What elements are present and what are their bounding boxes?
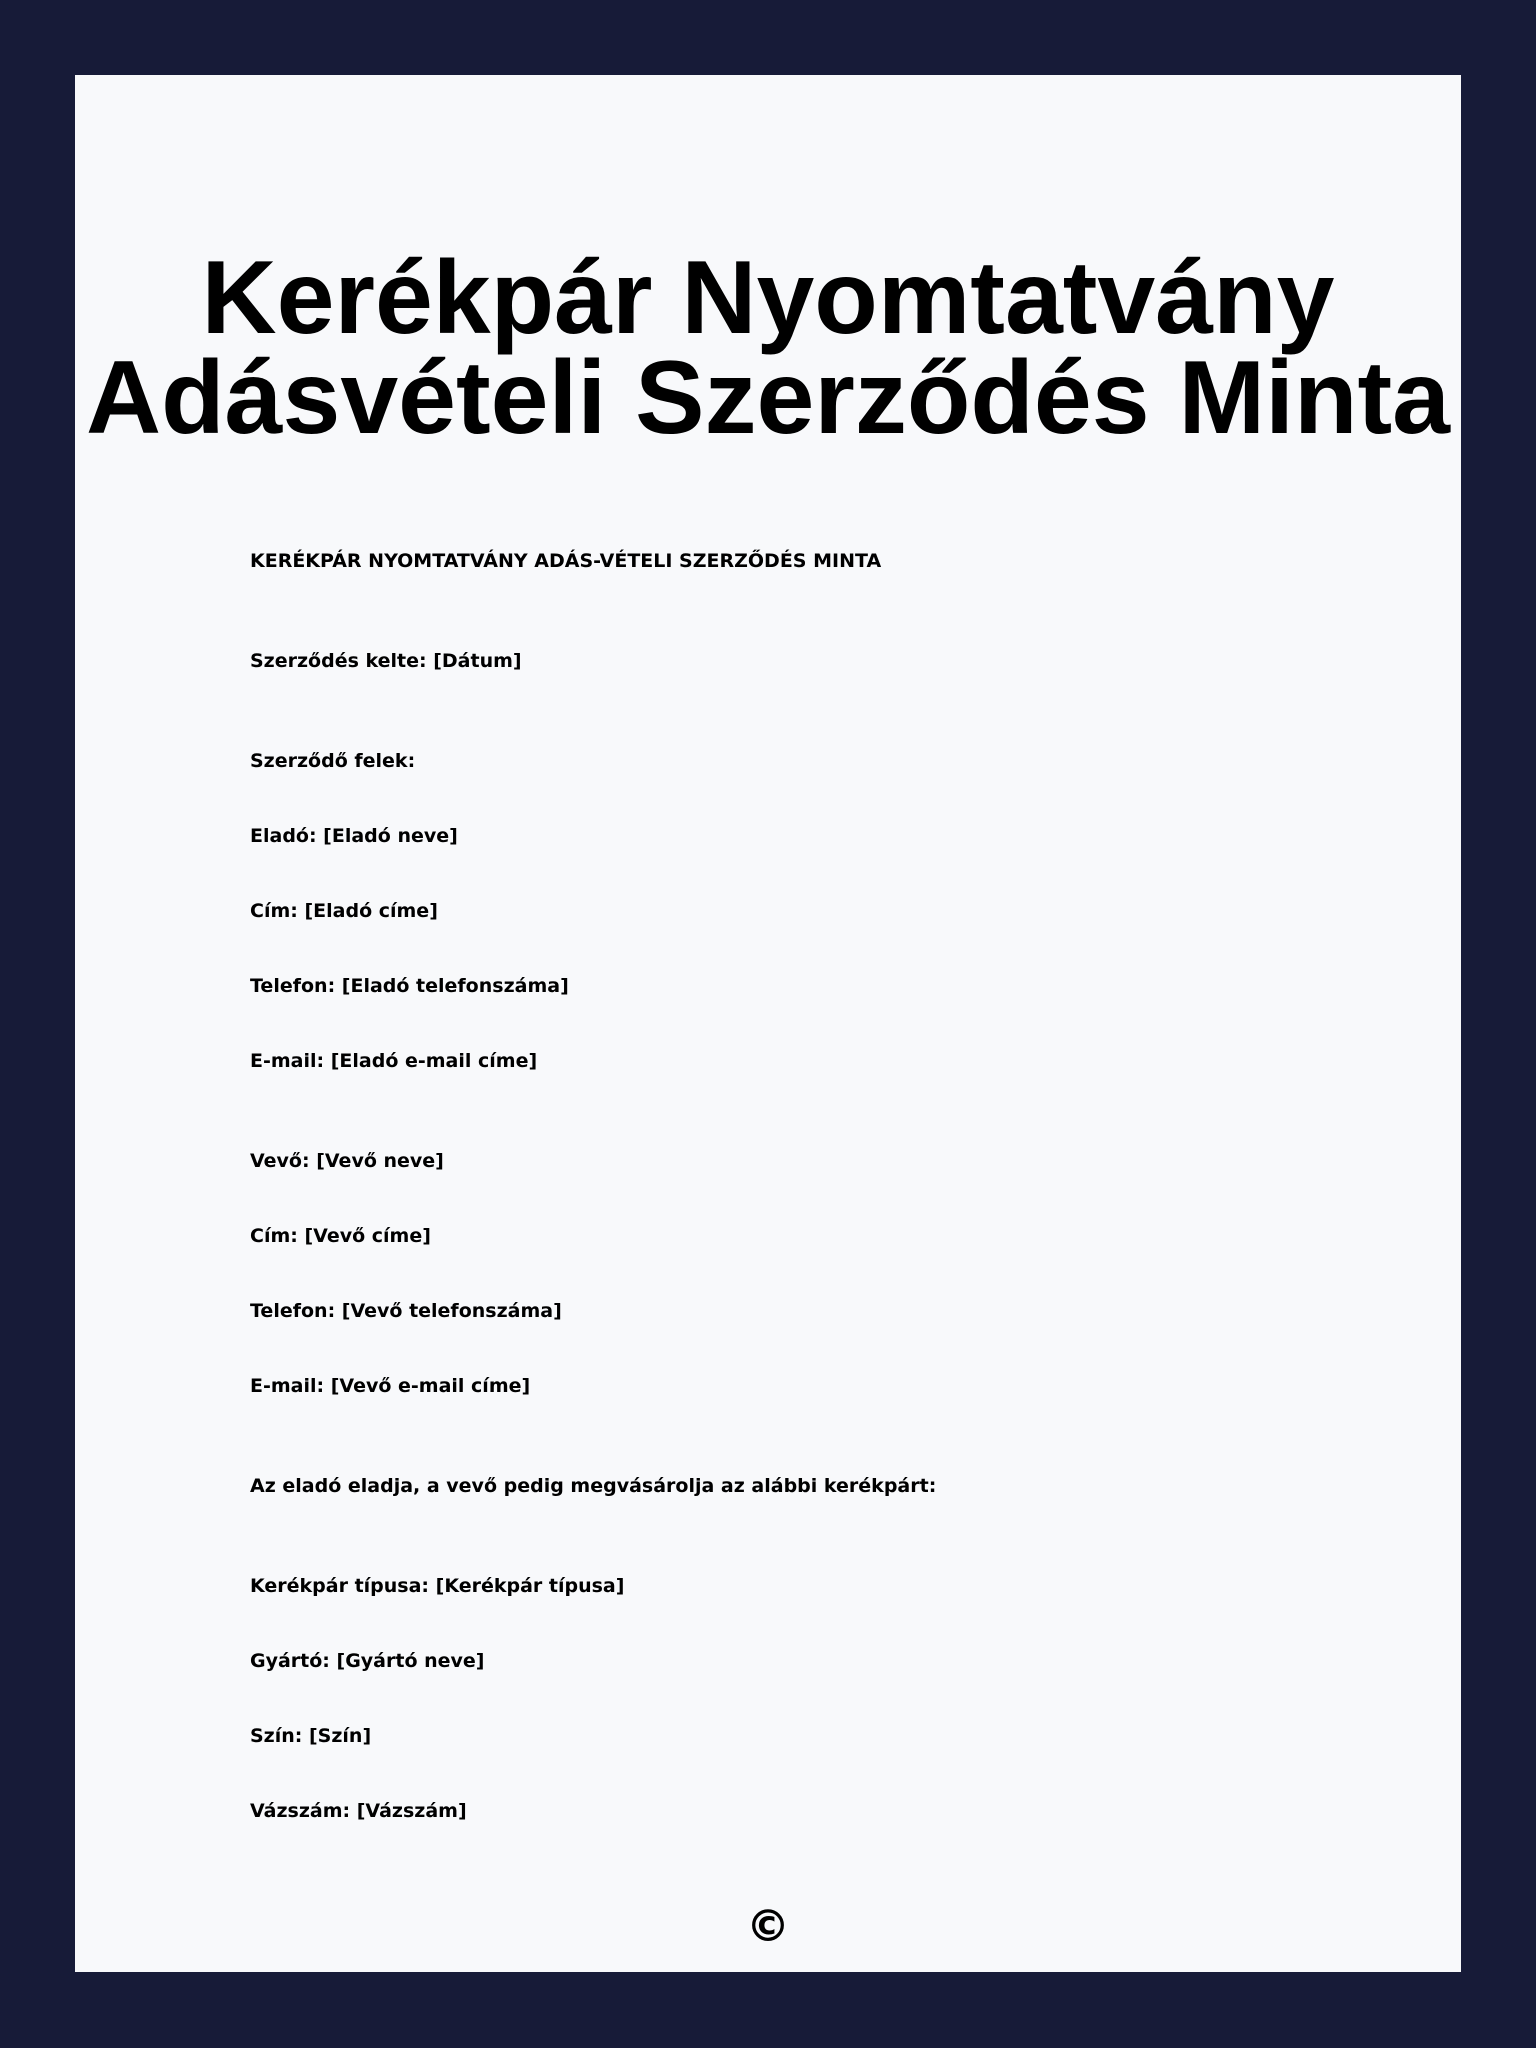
seller-phone: Telefon: [Eladó telefonszáma] (250, 975, 569, 997)
contract-date: Szerződés kelte: [Dátum] (250, 650, 522, 672)
page-title-line-2: Adásvételi Szerződés Minta (86, 340, 1450, 456)
sale-statement: Az eladó eladja, a vevő pedig megvásárolja az alábbi kerékpárt: (250, 1475, 937, 1497)
buyer-phone: Telefon: [Vevő telefonszáma] (250, 1300, 562, 1322)
buyer-address: Cím: [Vevő címe] (250, 1225, 431, 1247)
copyright-icon: © (746, 1901, 790, 1952)
page-title-line-1: Kerékpár Nyomtatvány (201, 240, 1335, 356)
buyer-email: E-mail: [Vevő e-mail címe] (250, 1375, 531, 1397)
bike-manufacturer: Gyártó: [Gyártó neve] (250, 1650, 485, 1672)
seller-name: Eladó: [Eladó neve] (250, 825, 458, 847)
document-page (75, 75, 1461, 1972)
seller-email: E-mail: [Eladó e-mail címe] (250, 1050, 538, 1072)
bike-frame-number: Vázszám: [Vázszám] (250, 1800, 467, 1822)
page-title (75, 240, 1461, 456)
document-heading: KERÉKPÁR NYOMTATVÁNY ADÁS-VÉTELI SZERZŐDÉS MINTA (250, 550, 882, 572)
buyer-name: Vevő: [Vevő neve] (250, 1150, 444, 1172)
parties-label: Szerződő felek: (250, 750, 416, 772)
bike-type: Kerékpár típusa: [Kerékpár típusa] (250, 1575, 625, 1597)
bike-color: Szín: [Szín] (250, 1725, 372, 1747)
seller-address: Cím: [Eladó címe] (250, 900, 438, 922)
